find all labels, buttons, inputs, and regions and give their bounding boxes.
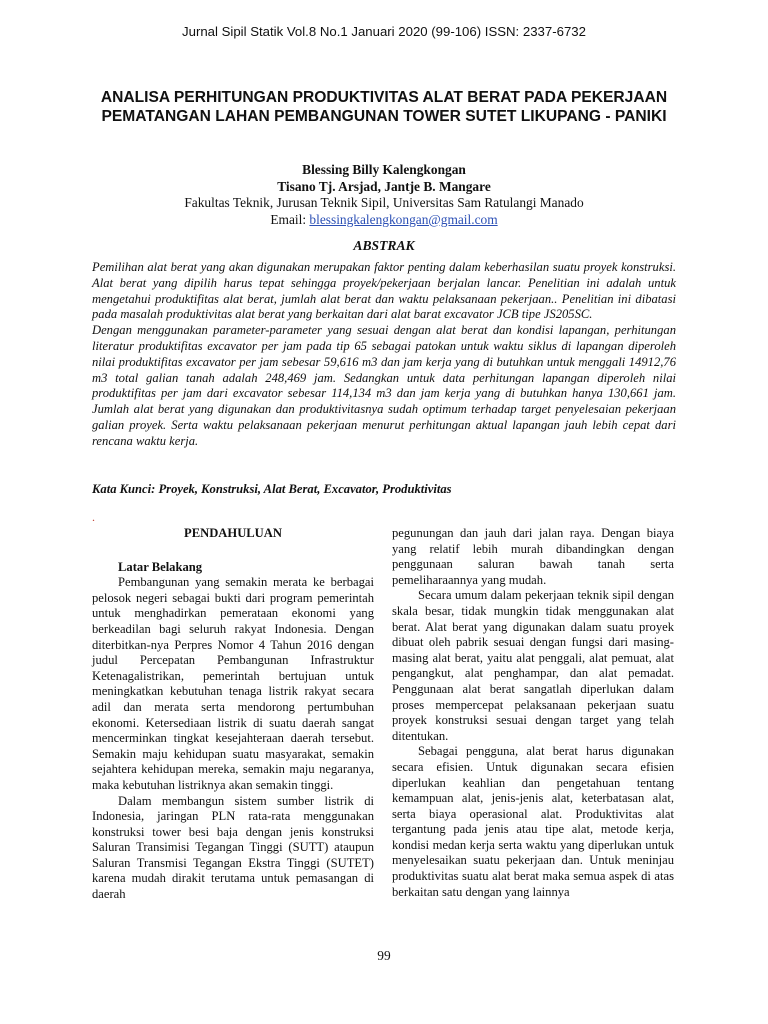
page-number: 99	[377, 948, 391, 963]
body-paragraph: Secara umum dalam pekerjaan teknik sipil dengan skala besar, tidak mungkin tidak menggunakan alat berat. Alat berat yang digunakan dalam suatu proyek dibuat oleh pabrik sesuai dengan fungsi dari masing-masing alat berat, yaitu alat penggali, alat pemuat, alat pengangkut, alat penghampar, dan alat pemadat. Penggunaan alat berat sangatlah diperlukan dalam proses mempercepat pelaksanaan pekerjaan suatu proyek konstruksi sesuai dengan target yang telah ditentukan.	[392, 588, 674, 743]
journal-header: Jurnal Sipil Statik Vol.8 No.1 Januari 2020 (99-106) ISSN: 2337-6732	[182, 24, 586, 39]
body-paragraph: Dalam membangun sistem sumber listrik di Indonesia, jaringan PLN rata-rata menggunakan konstruksi tower besi baja dengan jenis konstruksi Saluran Transimisi Tegangan Tinggi (SUTT) ataupun Saluran Transmisi Tegangan Ekstra Tinggi (SUTET) karena mudah dirakit terutama untuk pemasangan di daerah	[92, 793, 374, 902]
body-paragraph: Pembangunan yang semakin merata ke berbagai pelosok negeri sebagai bukti dari program pemerintah untuk menghadirkan pemerataan ekonomi yang berkeadilan bagi seluruh rakyat Indonesia. Dengan diterbitkan-nya Perpres Nomor 4 Tahun 2016 dengan judul Percepatan Pembangunan Infrastruktur Ketenagalistrikan, pemerintah bertujuan untuk meningkatkan kebutuhan tenaga listrik rakyat secara adil dan merata serta mendorong pertumbuhan ekonomi. Ketersediaan listrik di suatu daerah sangat mencerminkan tingkat kesejahteraan daerah tersebut. Semakin maju kehidupan suatu masyarakat, semakin sejahtera kehidupan mereka, semakin maju negaranya, maka kebutuhan listriknya akan semakin tinggi.	[92, 575, 374, 792]
author-primary: Blessing Billy Kalengkongan	[302, 162, 466, 177]
abstract-heading: ABSTRAK	[353, 238, 415, 253]
section-heading: PENDAHULUAN	[184, 526, 282, 540]
paper-title: ANALISA PERHITUNGAN PRODUKTIVITAS ALAT BERAT PADA PEKERJAAN PEMATANGAN LAHAN PEMBANGUNAN TOWER SUTET LIKUPANG - PANIKI	[100, 89, 668, 125]
affiliation: Fakultas Teknik, Jurusan Teknik Sipil, Universitas Sam Ratulangi Manado	[184, 195, 584, 210]
subsection-heading: Latar Belakang	[118, 559, 203, 574]
email-line	[0, 212, 768, 229]
email-label: Email:	[270, 211, 310, 227]
stray-marker: .	[92, 510, 95, 524]
left-column	[92, 526, 374, 903]
right-column	[392, 526, 674, 900]
abstract-paragraph: Dengan menggunakan parameter-parameter yang sesuai dengan alat berat dan kondisi lapangan, perhitungan literatur produktifitas excavator per jam pada tip 65 sebagai patokan untuk waktu siklus di lapangan diperoleh nilai produktifitas excavator per jam sebesar 59,616 m3 dan jam kerja yang di butuhkan untuk menggali 14912,76 m3 total galian tanah adalah 248,469 jam. Sedangkan untuk data perhitungan lapangan diperoleh nilai produktifitas per jam dari excavator sebesar 114,134 m3 dan jam kerja yang di butuhkan hanya 130,661 jam. Jumlah alat berat yang digunakan dan produktivitasnya sudah optimum terhadap target penyelesaian pekerjaan galian proyek. Serta waktu pelaksanaan pekerjaan menurut perhitungan aktual lapangan jauh lebih cepat dari rencana waktu kerja.	[92, 323, 676, 448]
email-link[interactable]: blessingkalengkongan@gmail.com	[309, 211, 498, 227]
body-paragraph: Sebagai pengguna, alat berat harus digunakan secara efisien. Untuk digunakan secara efisien diperlukan keahlian dan pengetahuan tentang kemampuan alat, jenis-jenis alat, keterbatasan alat, serta biaya operasional alat. Produktivitas alat tergantung pada jenis atau tipe alat, metode kerja, kondisi medan kerja serta waktu yang diperlukan untuk menyelesaikan suatu pekerjaan dan. Untuk meninjau produktivitas suatu alat berat maka semua aspek di atas berkaitan satu dengan yang lainnya	[392, 744, 674, 899]
author-coauthors: Tisano Tj. Arsjad, Jantje B. Mangare	[277, 178, 491, 194]
keywords: Kata Kunci: Proyek, Konstruksi, Alat Berat, Excavator, Produktivitas	[92, 482, 452, 496]
body-paragraph: pegunungan dan jauh dari jalan raya. Dengan biaya yang relatif lebih murah dibandingkan dengan penggunaan saluran bawah tanah serta pemeliharaannya yang mudah.	[392, 526, 674, 587]
abstract-paragraph: Pemilihan alat berat yang akan digunakan merupakan faktor penting dalam keberhasilan suatu proyek konstruksi. Alat berat yang dipilih harus tepat sehingga proyek/pekerjaan berjalan lancar. Penelitian ini adalah untuk mengetahui produktifitas alat berat, jumlah alat berat dan waktu pelaksanaan pekerjaan.. Penelitian ini dibatasi pada masalah produktivitas alat berat yang berkaitan dari alat barat excavator JCB tipe JS205SC.	[92, 260, 676, 322]
abstract-body	[92, 260, 676, 450]
author-block	[0, 162, 768, 228]
